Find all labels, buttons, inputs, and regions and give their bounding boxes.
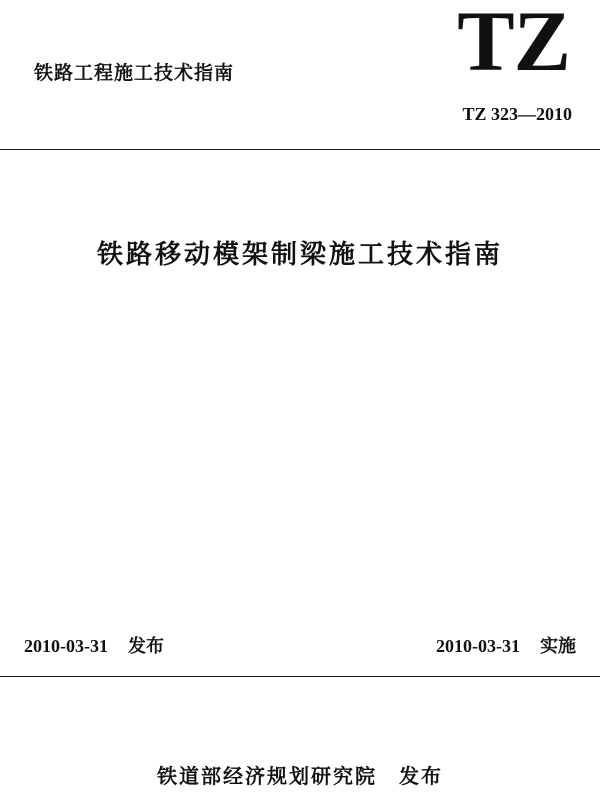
bottom-divider — [0, 676, 600, 677]
implement-date: 2010-03-31 — [436, 636, 520, 656]
series-title: 铁路工程施工技术指南 — [34, 62, 235, 84]
document-title: 铁路移动模架制梁施工技术指南 — [96, 240, 503, 270]
publisher-line — [0, 760, 600, 789]
tz-logo: TZ — [457, 0, 570, 89]
issue-date: 2010-03-31 — [24, 636, 108, 656]
top-divider — [0, 149, 600, 150]
publish-label: 发布 — [399, 764, 443, 788]
implement-date-row — [436, 632, 576, 658]
standard-number: TZ 323—2010 — [462, 104, 572, 124]
issue-date-row — [24, 632, 164, 658]
issue-label: 发布 — [128, 636, 164, 657]
implement-label: 实施 — [540, 636, 576, 657]
publisher-name: 铁道部经济规划研究院 — [157, 764, 377, 788]
